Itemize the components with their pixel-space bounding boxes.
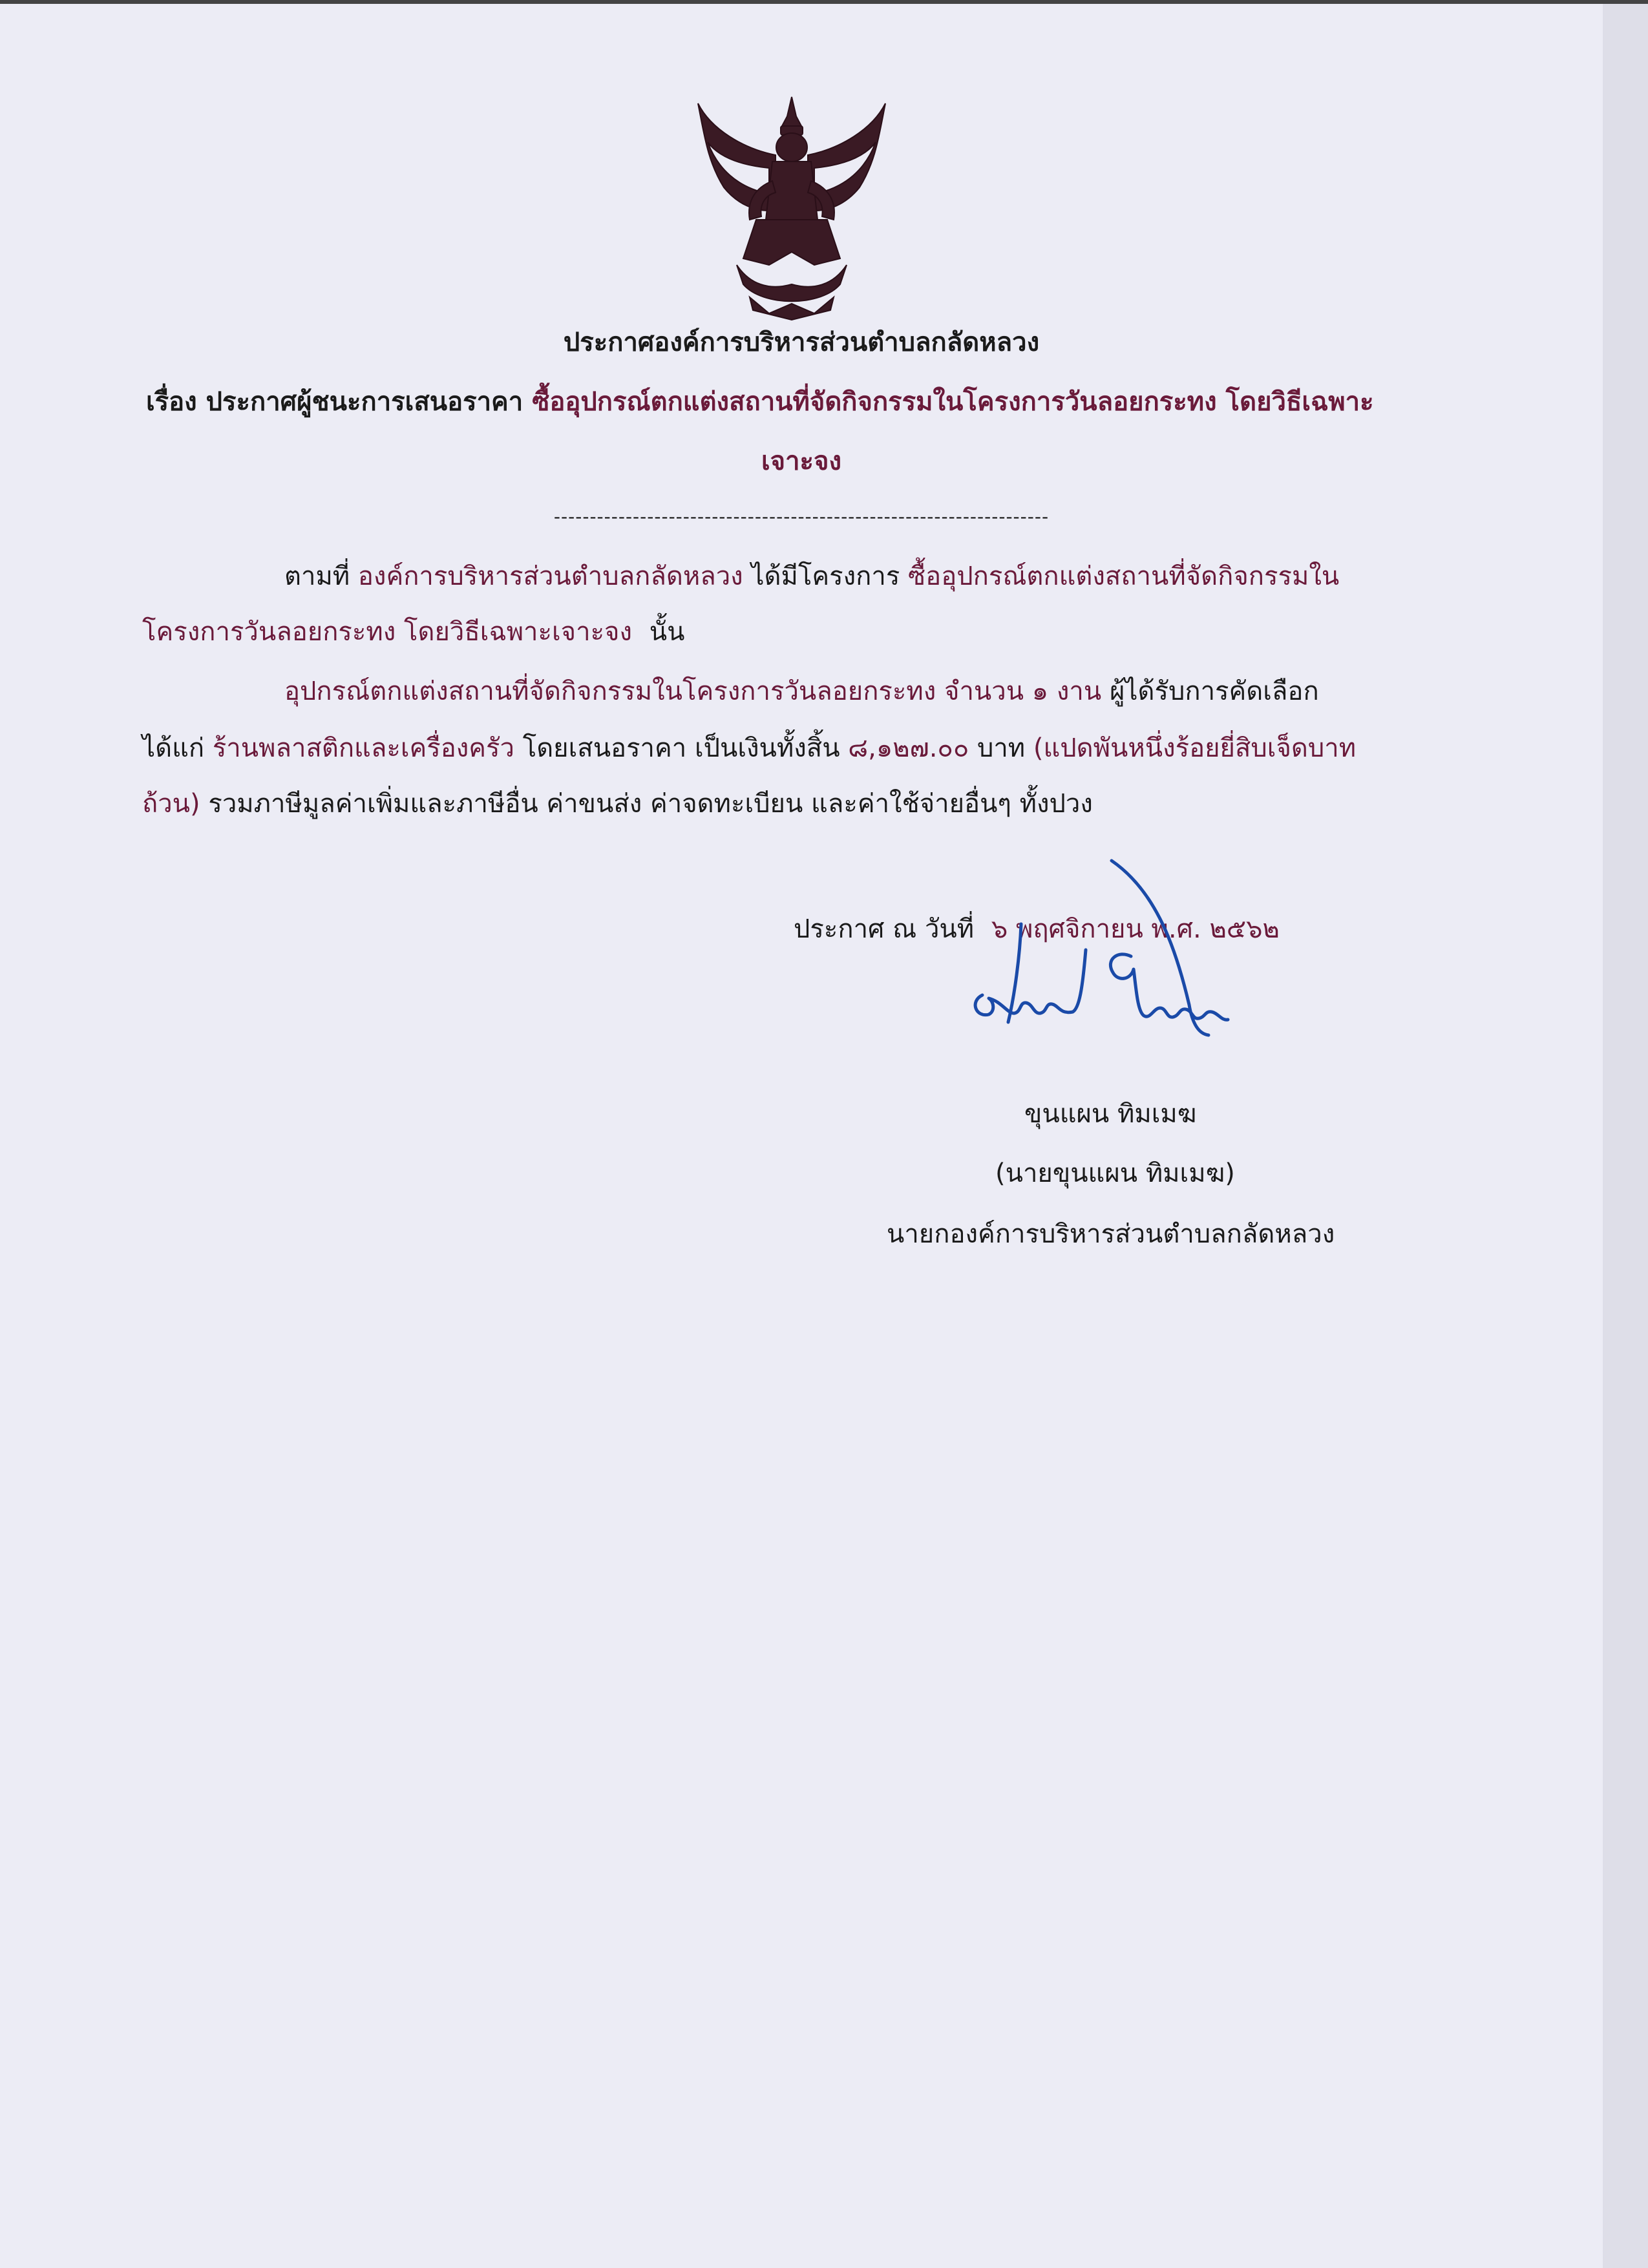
scan-top-edge	[0, 0, 1648, 4]
scan-edge	[1603, 0, 1648, 2268]
currency-label: บาท	[977, 733, 1026, 763]
paragraph-2-line-2	[142, 729, 1356, 768]
signature-mark	[944, 853, 1280, 1086]
text-run: ได้แก่	[142, 733, 205, 763]
winner-name: ร้านพลาสติกและเครื่องครัว	[212, 733, 514, 763]
signer-name: ขุนแผน ทิมเมฆ	[1024, 1099, 1197, 1129]
text-run: ผู้ได้รับการคัดเลือก	[1109, 677, 1319, 706]
subject-prefix: เรื่อง ประกาศผู้ชนะการเสนอราคา	[146, 387, 523, 417]
announce-label: ประกาศ ณ วันที่	[794, 914, 975, 944]
price-in-words: (แปดพันหนึ่งร้อยยี่สิบเจ็ดบาท	[1033, 733, 1357, 763]
signer-full-name: (นายขุนแผน ทิมเมฆ)	[995, 1159, 1235, 1188]
price-amount: ๘,๑๒๗.๐๐	[848, 733, 969, 763]
paragraph-2-line-3	[142, 784, 1093, 823]
header-divider: ---------------------------------------------------------------------	[553, 506, 1050, 527]
subject-continuation: เจาะจง	[761, 446, 842, 476]
item-description: อุปกรณ์ตกแต่งสถานที่จัดกิจกรรมในโครงการวันลอยกระทง จำนวน ๑ งาน	[284, 677, 1102, 706]
paragraph-1-line-2	[142, 613, 684, 651]
text-run: นั้น	[649, 617, 685, 647]
price-in-words-end: ถ้วน)	[142, 789, 200, 819]
paragraph-2-line-1	[284, 672, 1319, 711]
project-name-cont: โครงการวันลอยกระทง โดยวิธีเฉพาะเจาะจง	[142, 617, 633, 647]
paragraph-1-line-1	[284, 557, 1339, 596]
signer-position: นายกองค์การบริหารส่วนตำบลกลัดหลวง	[887, 1219, 1335, 1249]
text-run: รวมภาษีมูลค่าเพิ่มและภาษีอื่น ค่าขนส่ง ค่าจดทะเบียน และค่าใช้จ่ายอื่นๆ ทั้งปวง	[208, 789, 1093, 819]
announce-date: ๖ พฤศจิกายน พ.ศ. ๒๕๖๒	[991, 914, 1280, 944]
org-title: ประกาศองค์การบริหารส่วนตำบลกลัดหลวง	[563, 328, 1040, 357]
text-run: ได้มีโครงการ	[751, 562, 900, 591]
subject-accent: ซื้ออุปกรณ์ตกแต่งสถานที่จัดกิจกรรมในโครงการวันลอยกระทง โดยวิธีเฉพาะ	[532, 387, 1374, 417]
org-name: องค์การบริหารส่วนตำบลกลัดหลวง	[357, 562, 743, 591]
text-run: ตามที่	[284, 562, 350, 591]
subject-line	[146, 383, 1374, 421]
text-run: โดยเสนอราคา เป็นเงินทั้งสิ้น	[522, 733, 840, 763]
garuda-emblem-icon	[685, 90, 898, 323]
project-name: ซื้ออุปกรณ์ตกแต่งสถานที่จัดกิจกรรมใน	[908, 562, 1340, 591]
